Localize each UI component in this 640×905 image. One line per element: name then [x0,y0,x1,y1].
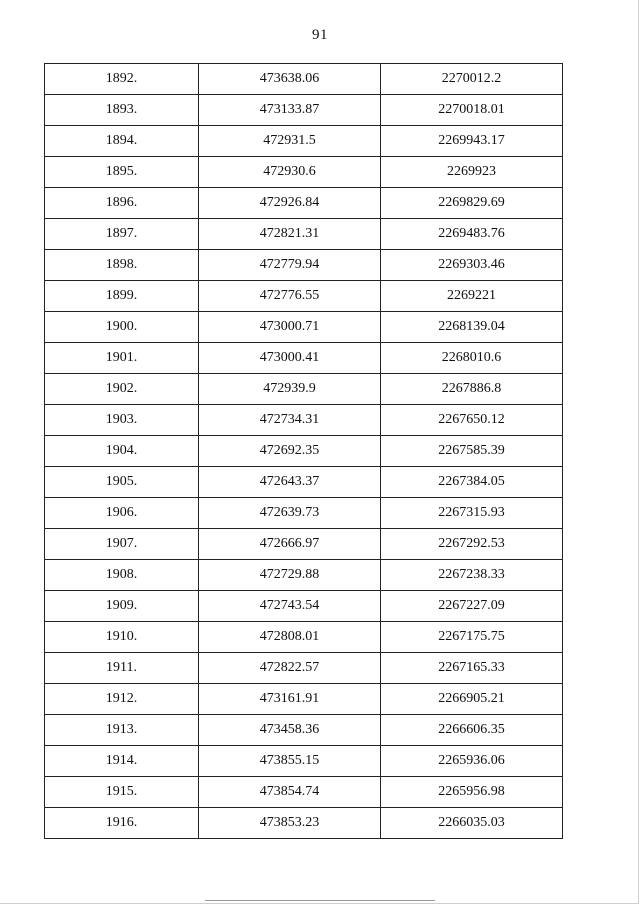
y-coordinate-cell: 2267227.09 [381,591,563,622]
x-coordinate-cell: 472808.01 [199,622,381,653]
x-coordinate-cell: 472779.94 [199,250,381,281]
y-coordinate-cell: 2267384.05 [381,467,563,498]
coordinates-table [44,63,563,839]
point-number-cell: 1895. [45,157,199,188]
table-row [45,250,563,281]
table-row [45,188,563,219]
point-number-cell: 1897. [45,219,199,250]
point-number-cell: 1905. [45,467,199,498]
table-row [45,653,563,684]
table-row [45,715,563,746]
point-number-cell: 1900. [45,312,199,343]
table-row [45,436,563,467]
y-coordinate-cell: 2267238.33 [381,560,563,591]
x-coordinate-cell: 472931.5 [199,126,381,157]
point-number-cell: 1913. [45,715,199,746]
table-row [45,219,563,250]
y-coordinate-cell: 2269483.76 [381,219,563,250]
x-coordinate-cell: 472776.55 [199,281,381,312]
point-number-cell: 1898. [45,250,199,281]
x-coordinate-cell: 472926.84 [199,188,381,219]
point-number-cell: 1899. [45,281,199,312]
y-coordinate-cell: 2269923 [381,157,563,188]
y-coordinate-cell: 2266606.35 [381,715,563,746]
y-coordinate-cell: 2267886.8 [381,374,563,405]
point-number-cell: 1912. [45,684,199,715]
table-row [45,560,563,591]
x-coordinate-cell: 472743.54 [199,591,381,622]
x-coordinate-cell: 472821.31 [199,219,381,250]
y-coordinate-cell: 2267175.75 [381,622,563,653]
bottom-divider [205,900,435,901]
table-row [45,777,563,808]
table-row [45,95,563,126]
table-row [45,343,563,374]
point-number-cell: 1909. [45,591,199,622]
y-coordinate-cell: 2267585.39 [381,436,563,467]
y-coordinate-cell: 2267292.53 [381,529,563,560]
x-coordinate-cell: 472666.97 [199,529,381,560]
y-coordinate-cell: 2266905.21 [381,684,563,715]
x-coordinate-cell: 472822.57 [199,653,381,684]
y-coordinate-cell: 2268010.6 [381,343,563,374]
table-row [45,281,563,312]
point-number-cell: 1906. [45,498,199,529]
table-row [45,746,563,777]
point-number-cell: 1902. [45,374,199,405]
y-coordinate-cell: 2267315.93 [381,498,563,529]
table-row [45,529,563,560]
coordinates-table-body [45,64,563,839]
point-number-cell: 1915. [45,777,199,808]
x-coordinate-cell: 473853.23 [199,808,381,839]
y-coordinate-cell: 2269221 [381,281,563,312]
point-number-cell: 1911. [45,653,199,684]
y-coordinate-cell: 2265956.98 [381,777,563,808]
point-number-cell: 1916. [45,808,199,839]
y-coordinate-cell: 2269829.69 [381,188,563,219]
point-number-cell: 1901. [45,343,199,374]
table-row [45,808,563,839]
x-coordinate-cell: 472734.31 [199,405,381,436]
x-coordinate-cell: 473000.41 [199,343,381,374]
point-number-cell: 1892. [45,64,199,95]
table-row [45,405,563,436]
x-coordinate-cell: 473133.87 [199,95,381,126]
table-row [45,126,563,157]
y-coordinate-cell: 2267165.33 [381,653,563,684]
table-row [45,498,563,529]
x-coordinate-cell: 472643.37 [199,467,381,498]
point-number-cell: 1904. [45,436,199,467]
point-number-cell: 1893. [45,95,199,126]
x-coordinate-cell: 473854.74 [199,777,381,808]
x-coordinate-cell: 473638.06 [199,64,381,95]
table-row [45,312,563,343]
table-row [45,64,563,95]
y-coordinate-cell: 2269943.17 [381,126,563,157]
table-row [45,467,563,498]
x-coordinate-cell: 473855.15 [199,746,381,777]
x-coordinate-cell: 472930.6 [199,157,381,188]
x-coordinate-cell: 473161.91 [199,684,381,715]
x-coordinate-cell: 472729.88 [199,560,381,591]
x-coordinate-cell: 472692.35 [199,436,381,467]
point-number-cell: 1903. [45,405,199,436]
x-coordinate-cell: 472639.73 [199,498,381,529]
table-row [45,157,563,188]
y-coordinate-cell: 2267650.12 [381,405,563,436]
table-row [45,622,563,653]
x-coordinate-cell: 473000.71 [199,312,381,343]
table-row [45,374,563,405]
y-coordinate-cell: 2265936.06 [381,746,563,777]
y-coordinate-cell: 2266035.03 [381,808,563,839]
x-coordinate-cell: 472939.9 [199,374,381,405]
y-coordinate-cell: 2270012.2 [381,64,563,95]
page-number: 91 [312,27,328,43]
table-row [45,684,563,715]
x-coordinate-cell: 473458.36 [199,715,381,746]
y-coordinate-cell: 2268139.04 [381,312,563,343]
point-number-cell: 1908. [45,560,199,591]
point-number-cell: 1896. [45,188,199,219]
y-coordinate-cell: 2269303.46 [381,250,563,281]
point-number-cell: 1910. [45,622,199,653]
point-number-cell: 1914. [45,746,199,777]
table-row [45,591,563,622]
y-coordinate-cell: 2270018.01 [381,95,563,126]
point-number-cell: 1894. [45,126,199,157]
point-number-cell: 1907. [45,529,199,560]
